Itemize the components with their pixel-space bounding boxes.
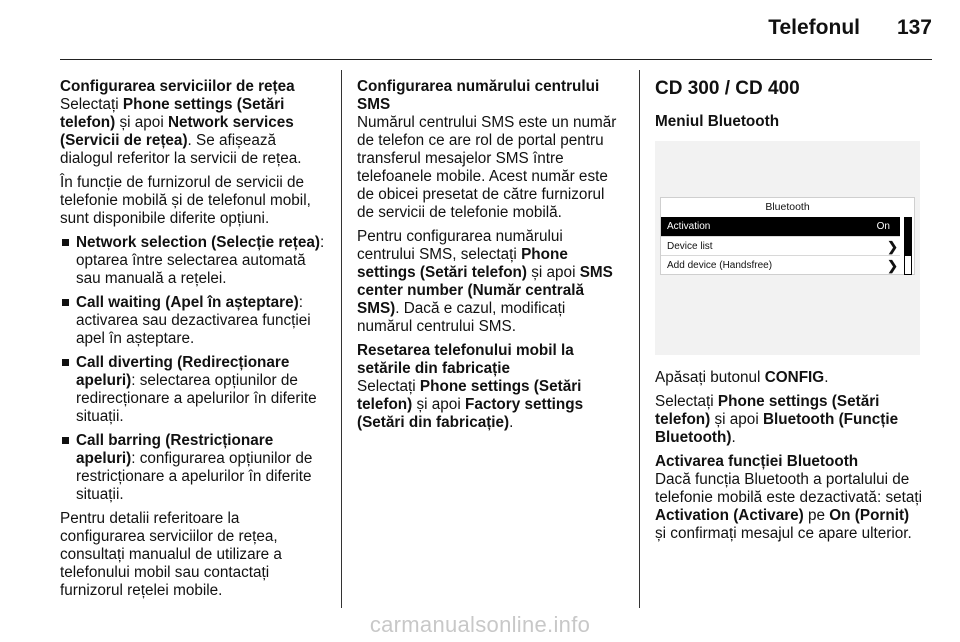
text: .: [731, 429, 736, 446]
menu-item-label: Device list: [667, 241, 713, 252]
section-heading: Configurarea numărului centrului SMS: [357, 78, 600, 113]
text: și apoi: [115, 114, 168, 131]
ui-term: Call waiting (Apel în așteptare): [76, 294, 299, 311]
ui-term: On (Pornit): [829, 507, 910, 524]
column-divider-2: [639, 70, 640, 608]
network-section: [60, 78, 328, 168]
text: Apăsați butonul: [655, 369, 765, 386]
list-item: [60, 294, 328, 348]
text: . Dacă e cazul, modificați numărul centrului SMS.: [357, 300, 566, 335]
paragraph: [655, 393, 923, 447]
chevron-right-icon: ❯: [887, 239, 898, 254]
text: și apoi: [527, 264, 580, 281]
page-number: 137: [896, 16, 932, 39]
ui-term: Factory settings (Setări din fabricație): [357, 396, 584, 431]
menu-item-label: Activation: [667, 221, 711, 232]
options-list: [60, 234, 328, 504]
text: Selectați: [357, 378, 420, 395]
scrollbar: [904, 217, 912, 275]
text: Selectați: [655, 393, 718, 410]
paragraph: [655, 369, 923, 387]
text: Selectați: [60, 96, 123, 113]
text: : configurarea opțiunilor de restricționare a apelurilor în diferite situații.: [76, 450, 313, 503]
menu-item-device-list: [661, 236, 900, 255]
text: : activarea sau dezactivarea funcției apel în așteptare.: [76, 294, 311, 347]
ui-term: Phone settings (Setări telefon): [60, 96, 285, 131]
ui-term: Network services (Servicii de rețea): [60, 114, 294, 149]
ui-term: Call barring (Restricționare apeluri): [76, 432, 274, 467]
watermark: carmanualsonline.info: [369, 612, 591, 637]
text: : optarea între selectarea automată sau manuală a rețelei.: [76, 234, 325, 287]
paragraph: [357, 228, 623, 336]
sms-section: [357, 78, 623, 222]
bluetooth-menu-panel: [660, 197, 915, 275]
ui-term: Activation (Activare): [655, 507, 804, 524]
menu-item-add-device: [661, 255, 900, 274]
factory-section: [357, 342, 623, 432]
ui-term: SMS center number (Număr centrală SMS): [357, 264, 613, 317]
list-item: [60, 432, 328, 504]
ui-term: Phone settings (Setări telefon): [357, 246, 568, 281]
text: și apoi: [412, 396, 465, 413]
text: : selectarea opțiunilor de redirecționare a apelurilor în diferite situații.: [76, 372, 317, 425]
ui-term: CONFIG: [764, 369, 825, 386]
section-heading: Activarea funcției Bluetooth: [655, 453, 859, 470]
column-bluetooth: [655, 78, 923, 549]
text: . Se afișează dialogul referitor la servicii de rețea.: [60, 132, 302, 167]
header-divider: [60, 59, 932, 60]
text: Pentru configurarea numărului centrului SMS, selectați: [357, 228, 563, 263]
bluetooth-menu-screenshot: [655, 141, 920, 355]
text: Numărul centrului SMS este un număr de telefon ce are rol de portal pentru transferul mesajelor SMS între telefoanele mobile. Acest număr este de obicei presetat de către furnizorul de servicii de telefonie mobilă.: [357, 114, 617, 221]
list-item: [60, 354, 328, 426]
menu-item-activation: [661, 217, 900, 236]
paragraph: Pentru detalii referitoare la configurarea serviciilor de rețea, consultați manualul de utilizare a telefonului mobil sau contactați furnizorul rețelei mobile.: [60, 510, 282, 599]
section-heading: Meniul Bluetooth: [655, 113, 780, 130]
ui-term: Bluetooth (Funcție Bluetooth): [655, 411, 899, 446]
menu-title: Bluetooth: [765, 201, 810, 213]
list-item: [60, 234, 328, 288]
text: .: [824, 369, 829, 386]
column-network-services: [60, 78, 328, 606]
paragraph: În funcție de furnizorul de servicii de telefonie mobilă și de telefonul mobil, sunt disponibile diferite opțiuni.: [60, 174, 311, 227]
ui-term: Network selection (Selecție rețea): [76, 234, 320, 251]
menu-item-label: Add device (Handsfree): [667, 260, 773, 271]
text: Dacă funcția Bluetooth a portalului de telefonie mobilă este dezactivată: setați: [655, 471, 923, 506]
ui-term: Phone settings (Setări telefon): [655, 393, 880, 428]
activation-section: [655, 453, 923, 543]
text: pe: [803, 507, 830, 524]
chevron-right-icon: ❯: [887, 258, 898, 273]
ui-term: Phone settings (Setări telefon): [357, 378, 582, 413]
section-heading: Configurarea serviciilor de rețea: [60, 78, 295, 95]
menu-item-value: On: [876, 221, 890, 232]
text: și confirmați mesajul ce apare ulterior.: [655, 525, 912, 542]
ui-term: Call diverting (Redirecționare apeluri): [76, 354, 290, 389]
column-sms-factory: [357, 78, 623, 438]
page-title: Telefonul: [768, 16, 860, 39]
model-heading: CD 300 / CD 400: [655, 78, 800, 99]
column-divider-1: [341, 70, 342, 608]
text: .: [509, 414, 514, 431]
scrollbar-thumb: [905, 218, 911, 256]
page-header: [0, 0, 960, 60]
section-heading: Resetarea telefonului mobil la setările din fabricație: [357, 342, 574, 377]
text: și apoi: [710, 411, 763, 428]
